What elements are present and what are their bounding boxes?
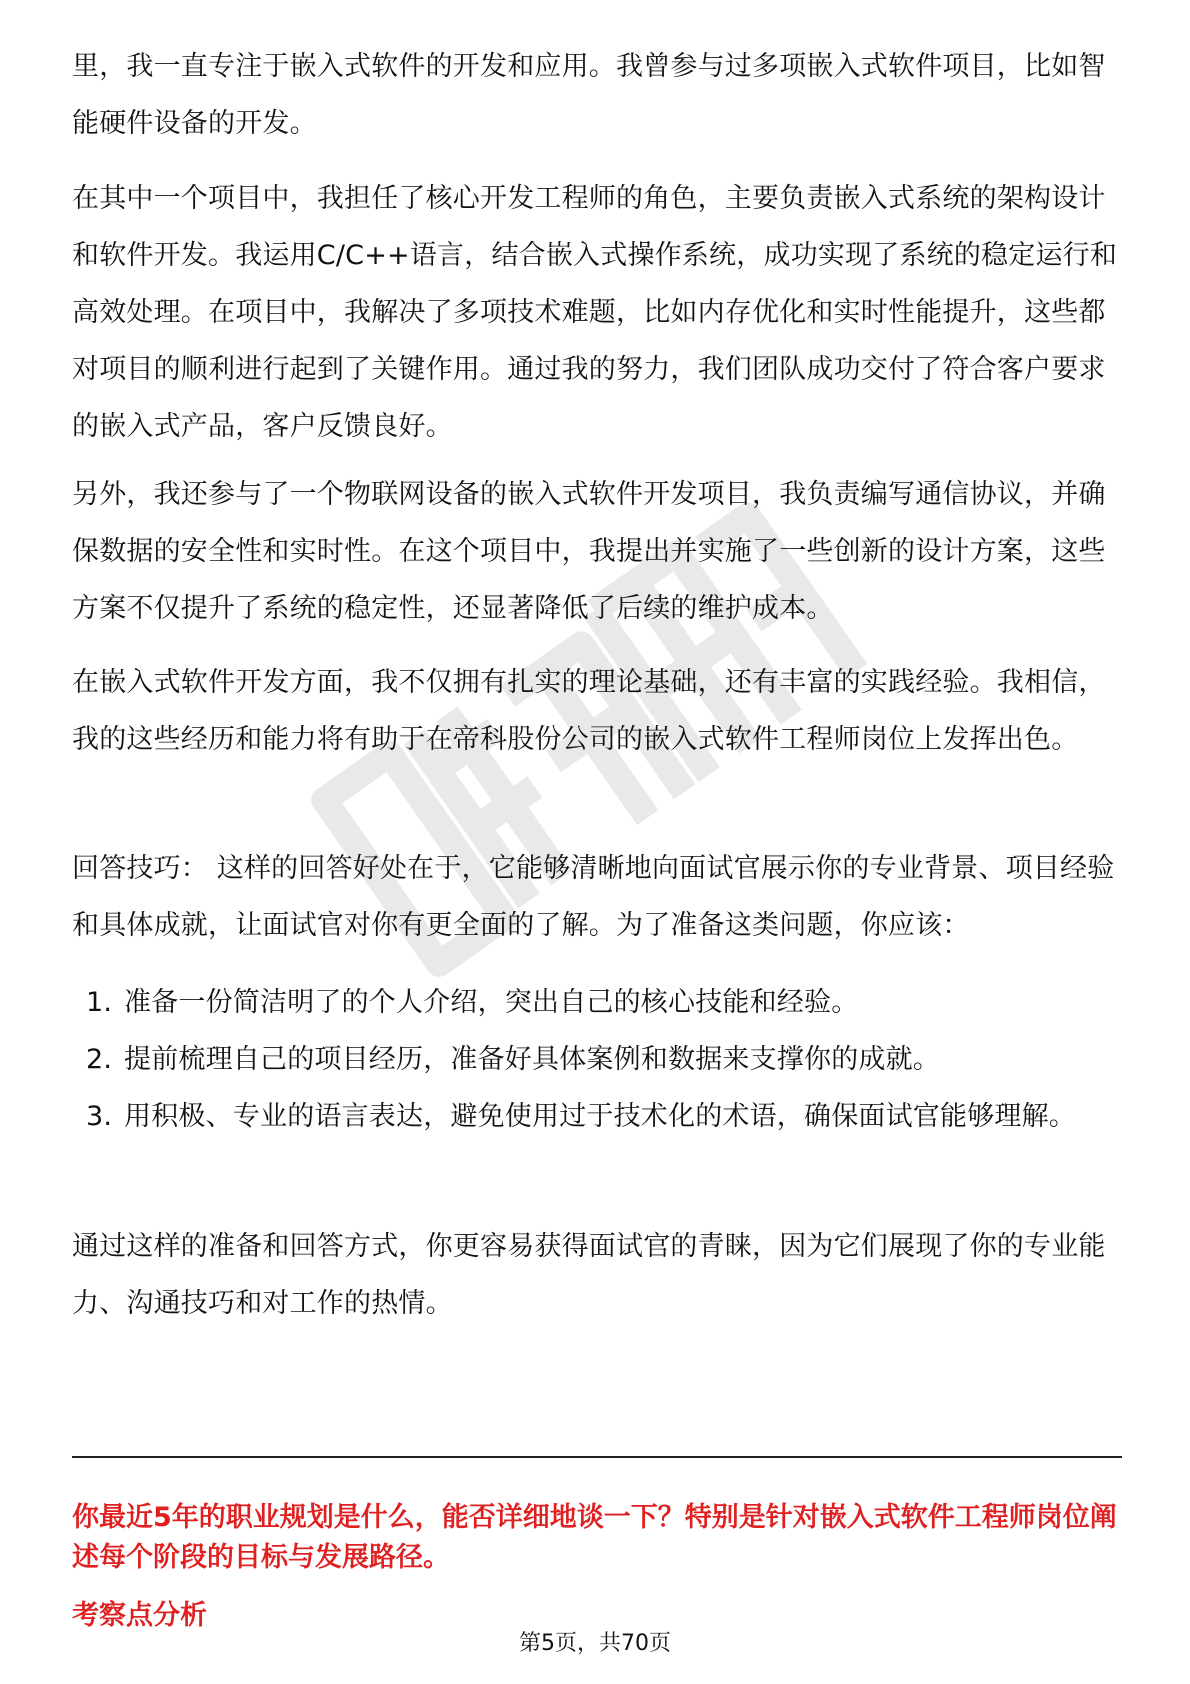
list-item-number: 1.	[86, 987, 113, 1018]
page-footer: 第5页，共70页	[519, 1631, 671, 1656]
paragraph-experience-intro: 里，我一直专注于嵌入式软件的开发和应用。我曾参与过多项嵌入式软件项目，比如智能硬件设备的开发。	[72, 51, 1106, 139]
list-item-text: 用积极、专业的语言表达，避免使用过于技术化的术语，确保面试官能够理解。	[124, 1101, 1076, 1132]
section-divider	[72, 1456, 1122, 1458]
tips-list	[72, 974, 1122, 1145]
list-item-number: 3.	[86, 1101, 113, 1132]
next-question-heading: 你最近5年的职业规划是什么，能否详细地谈一下？特别是针对嵌入式软件工程师岗位阐述每个阶段的目标与发展路径。	[72, 1502, 1117, 1573]
analysis-heading: 考察点分析	[72, 1600, 207, 1631]
list-item	[72, 1031, 1122, 1088]
paragraph-closing: 通过这样的准备和回答方式，你更容易获得面试官的青睐，因为它们展现了你的专业能力、沟通技巧和对工作的热情。	[72, 1231, 1106, 1319]
list-item-text: 提前梳理自己的项目经历，准备好具体案例和数据来支撑你的成就。	[124, 1044, 940, 1075]
paragraph-iot-project: 另外，我还参与了一个物联网设备的嵌入式软件开发项目，我负责编写通信协议，并确保数据的安全性和实时性。在这个项目中，我提出并实施了一些创新的设计方案，这些方案不仅提升了系统的稳定性，还显著降低了后续的维护成本。	[72, 479, 1106, 624]
list-item	[72, 1088, 1122, 1145]
list-item	[72, 974, 1122, 1031]
paragraph-summary: 在嵌入式软件开发方面，我不仅拥有扎实的理论基础，还有丰富的实践经验。我相信，我的这些经历和能力将有助于在帝科股份公司的嵌入式软件工程师岗位上发挥出色。	[72, 667, 1106, 755]
list-item-text: 准备一份简洁明了的个人介绍，突出自己的核心技能和经验。	[124, 987, 859, 1018]
paragraph-answer-tips: 回答技巧： 这样的回答好处在于，它能够清晰地向面试官展示你的专业背景、项目经验和具体成就，让面试官对你有更全面的了解。为了准备这类问题，你应该：	[72, 853, 1115, 941]
list-item-number: 2.	[86, 1044, 113, 1075]
paragraph-core-project: 在其中一个项目中，我担任了核心开发工程师的角色，主要负责嵌入式系统的架构设计和软件开发。我运用C/C++语言，结合嵌入式操作系统，成功实现了系统的稳定运行和高效处理。在项目中，我解决了多项技术难题，比如内存优化和实时性能提升，这些都对项目的顺利进行起到了关键作用。通过我的努力，我们团队成功交付了符合客户要求的嵌入式产品，客户反馈良好。	[72, 183, 1118, 442]
